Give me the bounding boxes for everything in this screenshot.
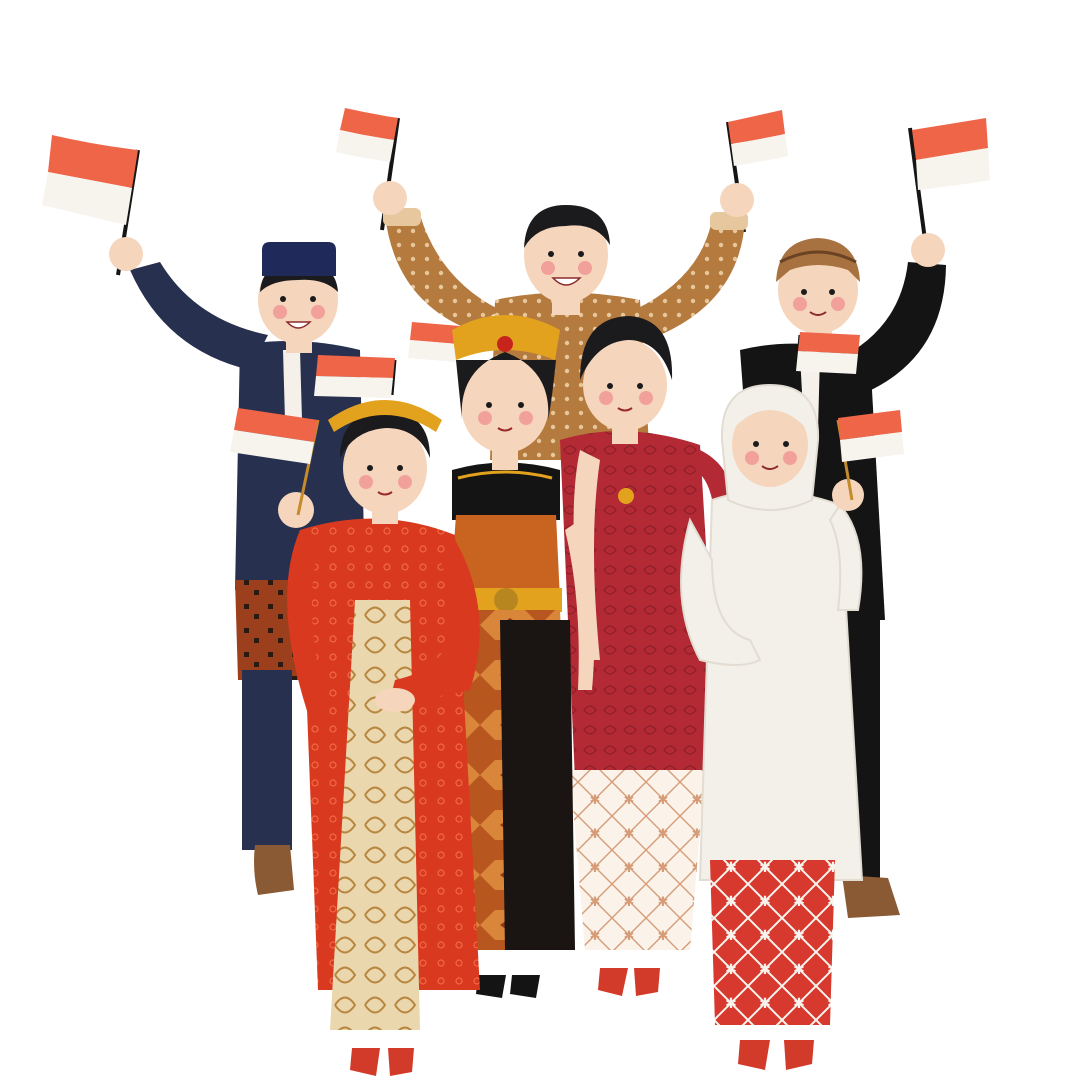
- person-woman-white-hijab: [681, 385, 864, 1070]
- flag-mid-left: [314, 355, 395, 398]
- flag-mid-center: [408, 322, 460, 362]
- person-woman-red-kebaya: [278, 400, 480, 1076]
